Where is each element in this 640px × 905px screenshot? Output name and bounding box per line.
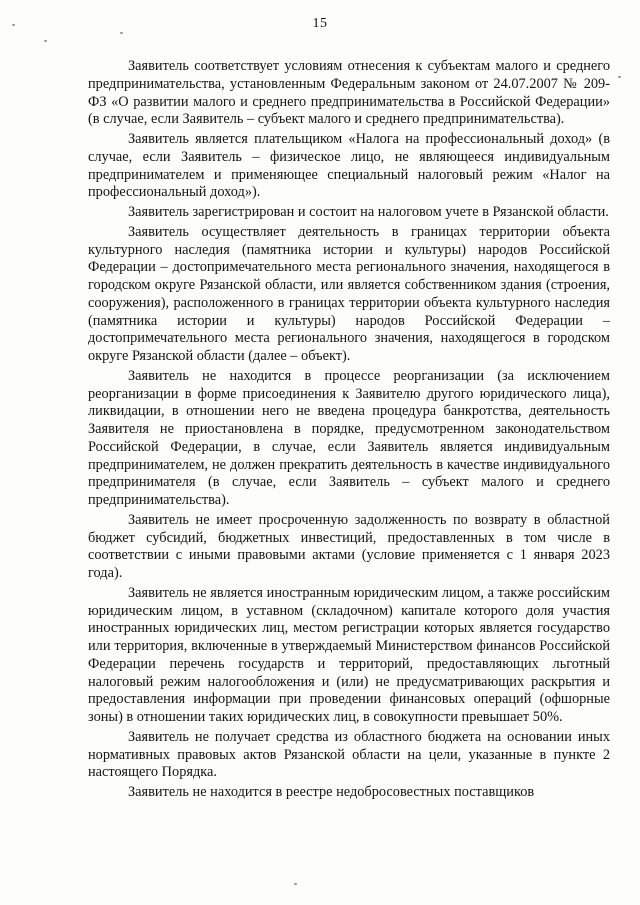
- scan-speck: [12, 24, 15, 26]
- paragraph-professional-income-tax: Заявитель является плательщиком «Налога на профессиональный доход» (в случае, если Заявитель – физическое лицо, не являющееся индивидуальным предпринимателем и применяющее специальный налоговый режим «Налог на профессиональный доход»).: [88, 131, 610, 201]
- scan-speck: [618, 76, 621, 78]
- scan-speck: [120, 32, 123, 34]
- paragraph-not-in-registry: Заявитель не находится в реестре недобросовестных поставщиков: [128, 784, 535, 800]
- paragraph-sme-status: Заявитель соответствует условиям отнесения к субъектам малого и среднего предпринимательства, установленным Федеральным законом от 24.07.2007 № 209-ФЗ «О развитии малого и среднего предпринимательства в Российской Федерации» (в случае, если Заявитель – субъект малого и среднего предпринимательства).: [88, 58, 610, 128]
- paragraph-no-reorganization: Заявитель не находится в процессе реорганизации (за исключением реорганизации в форме присоединения к Заявителю другого юридического лица), ликвидации, в отношении него не введена процедура банкротства, деятельность Заявителя не приостановлена в порядке, предусмотренном законодательством Российской Федерации, в случае, если Заявитель является индивидуальным предпринимателем, не должен прекратить деятельность в качестве индивидуального предпринимателя (в случае, если Заявитель – субъект малого и среднего предпринимательства).: [88, 367, 610, 508]
- paragraph-not-foreign-entity: Заявитель не является иностранным юридическим лицом, а также российским юридическим лицом, в уставном (складочном) капитале которого доля участия иностранных юридических лиц, местом регистрации которых является государство или территория, включенные в утверждаемый Министерством финансов Российской Федерации перечень государств и территорий, предоставляющих льготный налоговый режим налогообложения и (или) не предусматривающих раскрытия и предоставления информации при проведении финансовых операций (офшорные зоны) в отношении таких юридических лиц, в совокупности превышает 50%.: [88, 584, 610, 725]
- scan-speck: [294, 883, 297, 885]
- paragraph-no-other-funding: Заявитель не получает средства из областного бюджета на основании иных нормативных правовых актов Рязанской области на цели, указанные в пункте 2 настоящего Порядка.: [88, 728, 610, 781]
- page-number: 15: [312, 16, 328, 31]
- paragraph-cultural-heritage-site: Заявитель осуществляет деятельность в границах территории объекта культурного наследия (памятника истории и культуры) народов Российской Федерации – достопримечательного места регионального значения, находящегося в городском округе Рязанской области, или является собственником здания (строения, сооружения), расположенного в границах территории объекта культурного наследия (памятника истории и культуры) народов Российской Федерации – достопримечательного места регионального значения, находящегося в городском округе Рязанской области (далее – объект).: [88, 223, 610, 364]
- paragraph-no-overdue-debt: Заявитель не имеет просроченную задолженность по возврату в областной бюджет субсидий, бюджетных инвестиций, предоставленных в том числе в соответствии с иными правовыми актами (условие применяется с 1 января 2023 года).: [88, 511, 610, 581]
- scan-speck: [44, 40, 47, 42]
- document-body: [88, 58, 610, 804]
- paragraph-tax-registration: Заявитель зарегистрирован и состоит на налоговом учете в Рязанской области.: [128, 204, 609, 220]
